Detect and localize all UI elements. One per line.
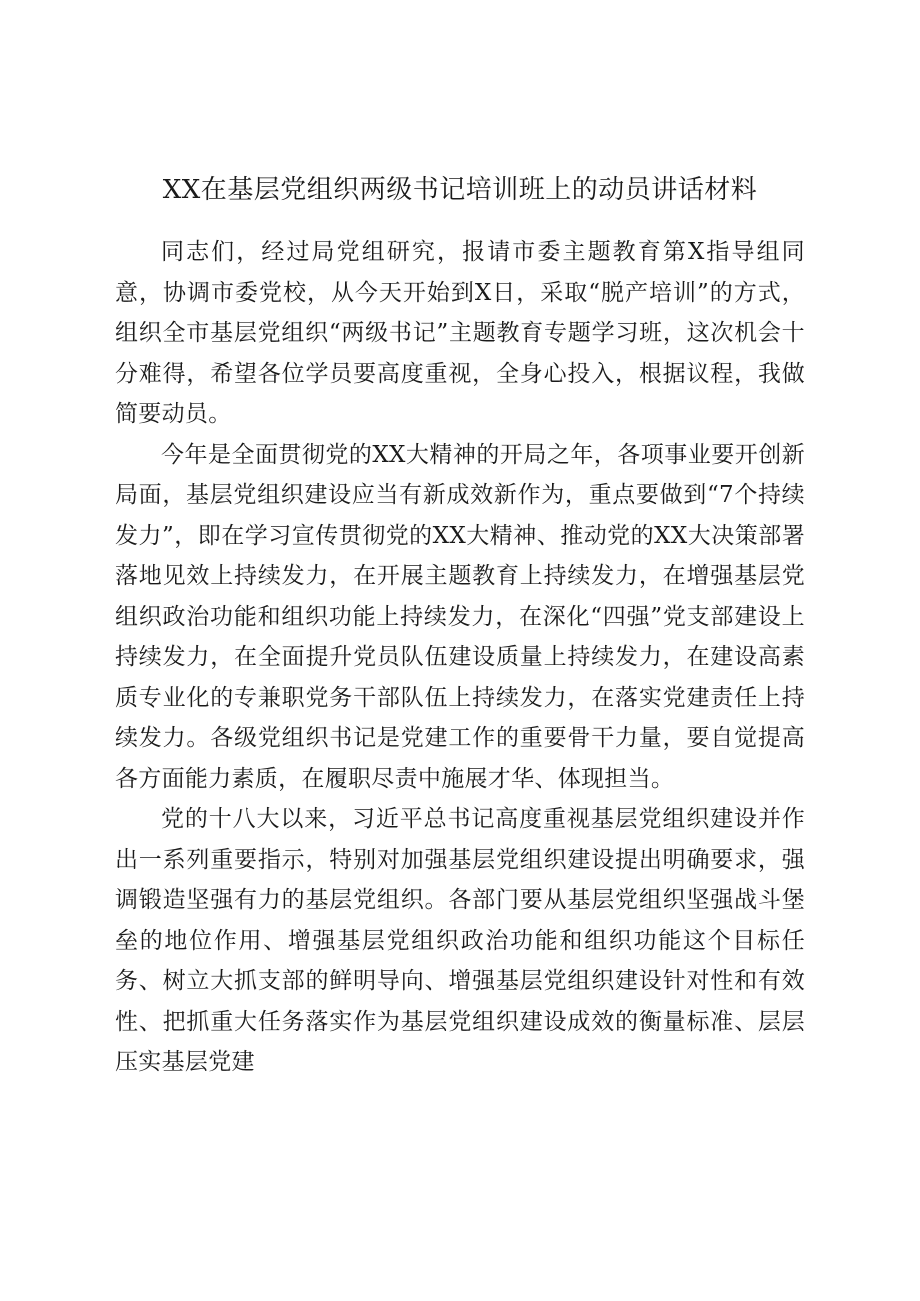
paragraph-2: 今年是全面贯彻党的XX大精神的开局之年，各项事业要开创新局面，基层党组织建设应当有新成效新作为，重点要做到“7个持续发力”，即在学习宣传贯彻党的XX大精神、推动党的XX大决策部署落地见效上持续发力，在开展主题教育上持续发力，在增强基层党组织政治功能和组织功能上持续发力，在深化“四强”党支部建设上持续发力，在全面提升党员队伍建设质量上持续发力，在建设高素质专业化的专兼职党务干部队伍上持续发力，在落实党建责任上持续发力。各级党组织书记是党建工作的重要骨干力量，要自觉提高各方面能力素质，在履职尽责中施展才华、体现担当。 (115, 441, 805, 792)
paragraph-3: 党的十八大以来，习近平总书记高度重视基层党组织建设并作出一系列重要指示，特别对加强基层党组织建设提出明确要求，强调锻造坚强有力的基层党组织。各部门要从基层党组织坚强战斗堡垒的地位作用、增强基层党组织政治功能和组织功能这个目标任务、树立大抓支部的鲜明导向、增强基层党组织建设针对性和有效性、把抓重大任务落实作为基层党组织建设成效的衡量标准、层层压实基层党建 (115, 806, 805, 1075)
document-body (115, 232, 805, 1083)
paragraph-1: 同志们，经过局党组研究，报请市委主题教育第X指导组同意，协调市委党校，从今天开始到X日，采取“脱产培训”的方式，组织全市基层党组织“两级书记”主题教育专题学习班，这次机会十分难得，希望各位学员要高度重视，全身心投入，根据议程，我做简要动员。 (115, 239, 805, 427)
document-title: XX在基层党组织两级书记培训班上的动员讲话材料 (162, 175, 758, 205)
